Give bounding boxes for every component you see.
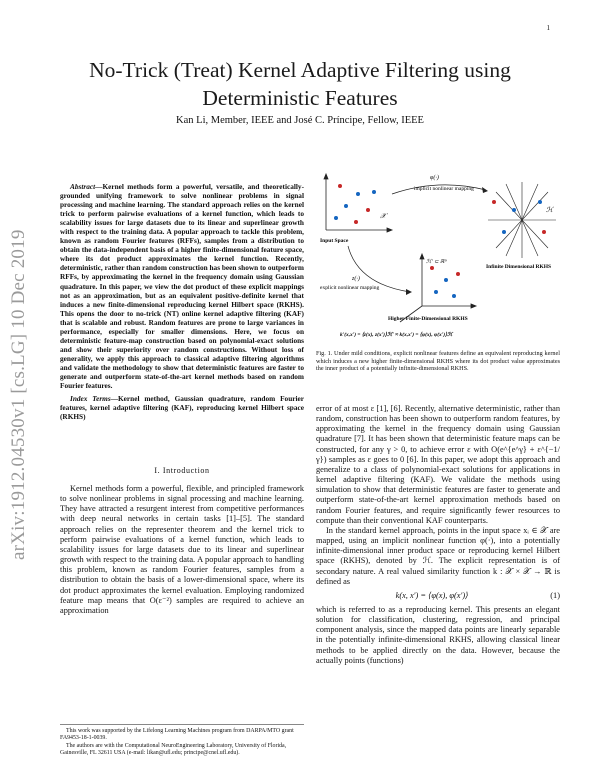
implicit-arrowhead	[482, 187, 488, 193]
figure-input-space-label: Input Space	[320, 238, 349, 244]
figure-infinite-rkhs-label: Infinite Dimensional RKHS	[486, 264, 552, 270]
explicit-arrowhead	[406, 289, 412, 295]
arxiv-stamp: arXiv:1912.04530v1 [cs.LG] 10 Dec 2019	[8, 229, 29, 560]
section-title: I. Introduction	[154, 466, 210, 475]
figure-implicit-label: implicit nonlinear mapping	[414, 186, 474, 192]
intro-right-column	[316, 404, 560, 666]
figure-1	[318, 172, 558, 344]
figure-h-label: ℋ	[546, 206, 553, 214]
figure-finite-rkhs-label: Higher Finite-Dimensional RKHS	[388, 316, 468, 322]
equation-1	[316, 591, 560, 601]
input-space-axes	[324, 174, 392, 232]
title-line-1: No-Trick (Treat) Kernel Adaptive Filtering using	[89, 58, 511, 82]
figure-x-label: 𝒳	[380, 212, 387, 220]
right-paragraph-1: error of at most ε [1], [6]. Recently, alternative deterministic, rather than random, construction has been shown to outperform random features, by approximating the kernel in the frequency domain using Gaussian quadrature [7]. It has been shown that deterministic feature maps can be constructed, for any γ > 0, to achieve error ε with O(e^{e^γ} + ε^{−1/γ}) samples as ε goes to 0 [6]. In this paper, we adopt this approach and generalize to a class of polynomial-exact solutions for applications in kernel adaptive filtering (KAF). We validate the methods using simulation to show that deterministic features are faster to generate and outperform state-of-the-art kernel approximation methods based on random Fourier features, and require significantly fewer resources to compute than their conventional KAF counterparts.	[316, 404, 560, 525]
finite-rkhs-points	[430, 266, 460, 298]
abstract-text: —Kernel methods form a powerful, versatile, and theoretically-grounded unifying framework to solve nonlinear problems in signal processing and machine learning. The standard approach relies on the kernel trick to perform pairwise evaluations of a kernel function, which leads to scalability issues for large datasets due to its linear and superlinear growth with respect to the training data. A popular approach to tackle this problem, known as random Fourier features (RFFs), samples from a distribution to obtain the data-independent basis of a higher finite-dimensional feature space, where its dot product approximates the kernel function. Recently, deterministic, rather than random construction has been shown to outperform RFFs, by approximating the kernel in the frequency domain using Gaussian quadrature. In this paper, we view the dot product of these explicit mappings not as an approximation, but as an equivalent positive-definite kernel that induces a new finite-dimensional reproducing kernel Hilbert space (RKHS). This opens the door to no-trick (NT) online kernel adaptive filtering (KAF) that is scalable and robust. Random features are prone to large variances in performance, especially for smaller dimensions. Here, we focus on deterministic feature-map construction based on polynomial-exact solutions and show their superiority over random constructions. Without loss of generality, we apply this approach to classical adaptive filtering algorithms and validate the methodology to show that deterministic features are faster to generate and outperform state-of-the-art kernel methods based on random Fourier features.	[60, 182, 304, 391]
abstract-label: Abstract	[70, 182, 96, 191]
figure-explicit-label: explicit nonlinear mapping	[320, 285, 380, 291]
footnote-funding: This work was supported by the Lifelong Learning Machines program from DARPA/MTO grant FA9453-18-1-0039.	[60, 728, 294, 742]
input-space-points	[334, 184, 376, 224]
figure-phi-label: φ(·)	[430, 175, 439, 181]
page-number: 1	[546, 24, 550, 32]
index-terms-text: —Kernel method, Gaussian quadrature, random Fourier features, kernel adaptive filtering (KAF), reproducing kernel Hilbert space (RKHS)	[60, 394, 304, 422]
index-terms-paragraph	[60, 394, 304, 421]
intro-paragraph: Kernel methods form a powerful, flexible, and principled framework to solve nonlinear problems in signal processing and machine learning. They have attracted a resurgent interest from competitive performances with deep neural networks in certain tasks [1]–[5]. The standard approach relies on the representer theorem and the kernel trick to perform pairwise evaluations of a kernel function, which leads to scalability issues for large datasets due to its linear and superlinear growth with respect to the training data. A popular approach to handling this problem, known as random Fourier features, samples from a distribution to obtain the basis of a lower-dimensional space, where its dot product approximates the kernel evaluation. Employing randomized feature map means that O(ε⁻²) samples are required to achieve an approximation	[60, 484, 304, 615]
figure-equation-label: k′(x,x′) = ⟨z(x), z(x′)⟩ℋ′ ≈ k(x,x′) = ⟨φ(x), φ(x′)⟩ℋ	[340, 332, 453, 338]
figure-z-label: z(·)	[352, 276, 360, 282]
authors: Kan Li, Member, IEEE and José C. Príncipe, Fellow, IEEE	[176, 115, 424, 126]
paper-title	[40, 56, 560, 112]
intro-left-column	[60, 484, 304, 616]
abstract-paragraph	[60, 182, 304, 390]
figure-hprime-label: ℋ′ ⊂ ℝᴰ	[426, 259, 447, 265]
right-paragraph-3: which is referred to as a reproducing kernel. This presents an elegant solution for classification, clustering, regression, and principal component analysis, since the mapped data points are linearly separable in the potentially infinite-dimensional RKHS, allowing classical linear methods to be applied directly on the data. However, because the actually points (functions)	[316, 604, 560, 665]
footnote-affiliation: The authors are with the Computational NeuroEngineering Laboratory, University of Florida, Gainesville, FL 32611 USA (e-mail: likan@ufl.edu; principe@cnel.ufl.edu).	[60, 742, 287, 757]
footnote	[60, 724, 304, 758]
equation-1-body: k(x, x′) = ⟨φ(x), φ(x′)⟩	[395, 590, 469, 600]
abstract	[60, 182, 304, 425]
infinite-rkhs-lines	[488, 182, 556, 258]
equation-1-number: (1)	[550, 590, 560, 600]
right-paragraph-2: In the standard kernel approach, points in the input space xᵢ ∈ 𝒳 are mapped, using an implicit nonlinear function φ(·), into a potentially infinite-dimensional inner product space or reproducing kernel Hilbert space (RKHS), denoted by ℋ. The explicit representation is of secondary nature. A real valued similarity function k : 𝒳 × 𝒳 → ℝ is defined as	[316, 525, 560, 586]
figure-caption: Fig. 1. Under mild conditions, explicit nonlinear features define an equivalent reproducing kernel which induces a new higher finite-dimensional RKHS where its dot product value approximates the inner product of a potentially infinite-dimensional RKHS.	[316, 350, 560, 373]
index-terms-label: Index Terms	[70, 394, 111, 404]
title-line-2: Deterministic Features	[202, 86, 398, 110]
